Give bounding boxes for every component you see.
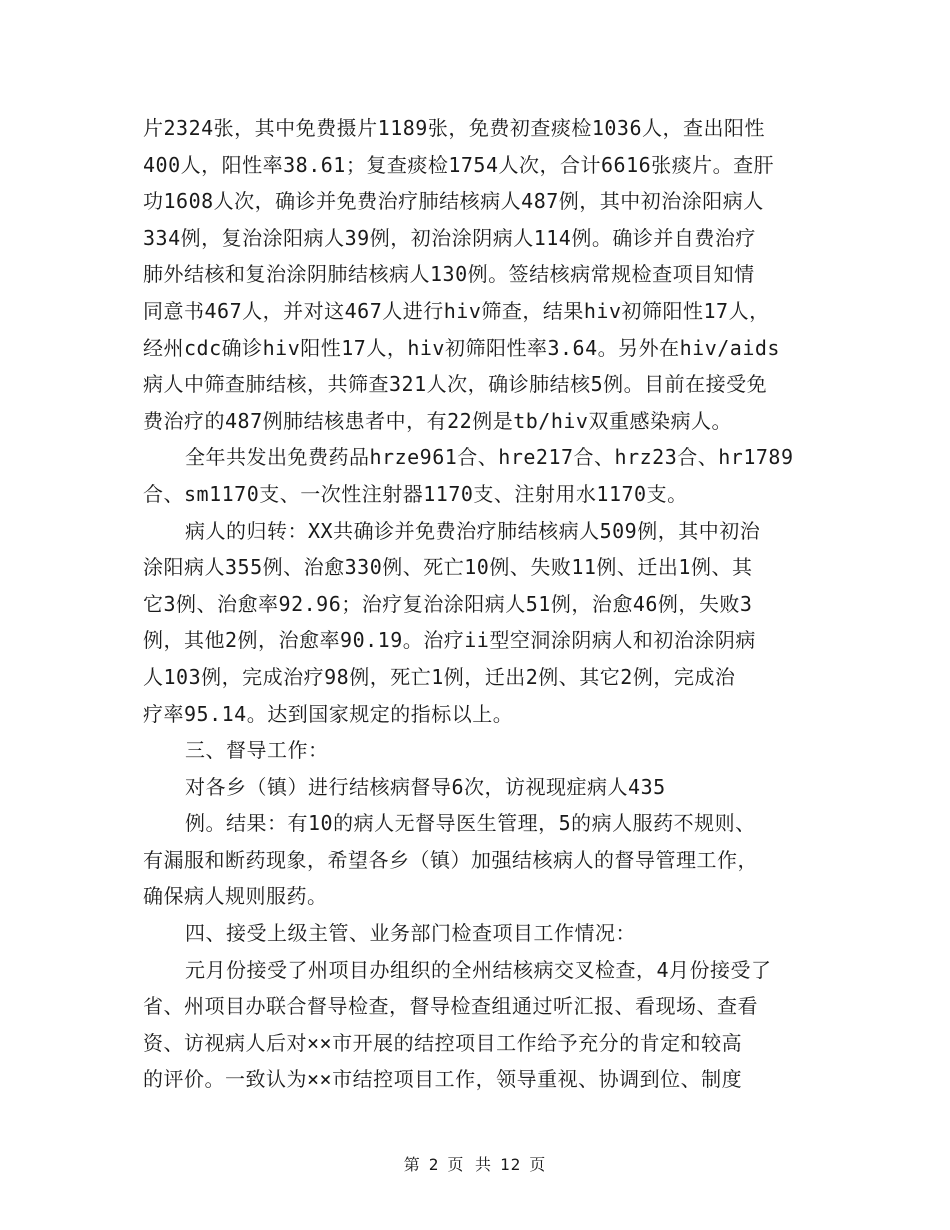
text-line: 病人中筛查肺结核，共筛查321人次，确诊肺结核5例。目前在接受免 bbox=[143, 372, 768, 397]
text-line: 资、访视病人后对××市开展的结控项目工作给予充分的肯定和较高 bbox=[143, 1030, 743, 1055]
text-line: 涂阳病人355例、治愈330例、死亡10例、失败11例、迁出1例、其 bbox=[143, 555, 753, 580]
text-line: 经州cdc确诊hiv阳性17人，hiv初筛阳性率3.64。另外在hiv/aids bbox=[143, 335, 780, 360]
text-line: 的评价。一致认为××市结控项目工作，领导重视、协调到位、制度 bbox=[143, 1067, 743, 1092]
text-line: 合、sm1170支、一次性注射器1170支、注射用水1170支。 bbox=[143, 481, 688, 506]
text-line: 功1608人次，确诊并免费治疗肺结核病人487例，其中初治涂阳病人 bbox=[143, 189, 764, 214]
page-footer bbox=[0, 1152, 950, 1175]
footer-page-number: 2 bbox=[428, 1155, 440, 1174]
text-line: 省、州项目办联合督导检查，督导检查组通过听汇报、看现场、查看 bbox=[143, 994, 758, 1019]
text-line: 同意书467人，并对这467人进行hiv筛查，结果hiv初筛阳性17人， bbox=[143, 298, 770, 323]
text-line: 有漏服和断药现象，希望各乡（镇）加强结核病人的督导管理工作， bbox=[143, 847, 758, 872]
footer-suffix: 页 bbox=[529, 1155, 547, 1174]
text-line: 例，其他2例，治愈率90.19。治疗ii型空洞涂阴病人和初治涂阴病 bbox=[143, 628, 756, 653]
text-line: 肺外结核和复治涂阴肺结核病人130例。签结核病常规检查项目知情 bbox=[143, 262, 755, 287]
text-line: 它3例、治愈率92.96；治疗复治涂阳病人51例，治愈46例，失败3 bbox=[143, 591, 753, 616]
paragraph-start-line: 病人的归转：XX共确诊并免费治疗肺结核病人509例，其中初治 bbox=[185, 518, 761, 543]
text-line: 疗率95.14。达到国家规定的指标以上。 bbox=[143, 701, 514, 726]
text-line: 费治疗的487例肺结核患者中，有22例是tb/hiv双重感染病人。 bbox=[143, 408, 732, 433]
paragraph-start-line: 例。结果：有10的病人无督导医生管理，5的病人服药不规则、 bbox=[185, 811, 756, 836]
text-line: 确保病人规则服药。 bbox=[143, 884, 328, 909]
paragraph-start-line: 对各乡（镇）进行结核病督导6次，访视现症病人435 bbox=[185, 774, 666, 799]
section-heading: 三、督导工作： bbox=[185, 738, 329, 763]
footer-prefix: 第 bbox=[403, 1155, 421, 1174]
footer-middle: 页 共 bbox=[447, 1155, 492, 1174]
text-line: 334例，复治涂阳病人39例，初治涂阴病人114例。确诊并自费治疗 bbox=[143, 225, 756, 250]
text-line: 片2324张，其中免费摄片1189张，免费初查痰检1036人，查出阳性 bbox=[143, 116, 765, 140]
paragraph-start-line: 全年共发出免费药品hrze961合、hre217合、hrz23合、hr1789 bbox=[185, 445, 794, 470]
section-heading: 四、接受上级主管、业务部门检查项目工作情况： bbox=[185, 921, 636, 946]
text-line: 人103例，完成治疗98例，死亡1例，迁出2例、其它2例，完成治 bbox=[143, 664, 736, 689]
paragraph-start-line: 元月份接受了州项目办组织的全州结核病交叉检查，4月份接受了 bbox=[185, 957, 772, 982]
body-text bbox=[143, 110, 811, 1098]
footer-total-pages: 12 bbox=[500, 1155, 522, 1174]
text-line: 400人，阳性率38.61；复查痰检1754人次，合计6616张痰片。查肝 bbox=[143, 152, 775, 177]
